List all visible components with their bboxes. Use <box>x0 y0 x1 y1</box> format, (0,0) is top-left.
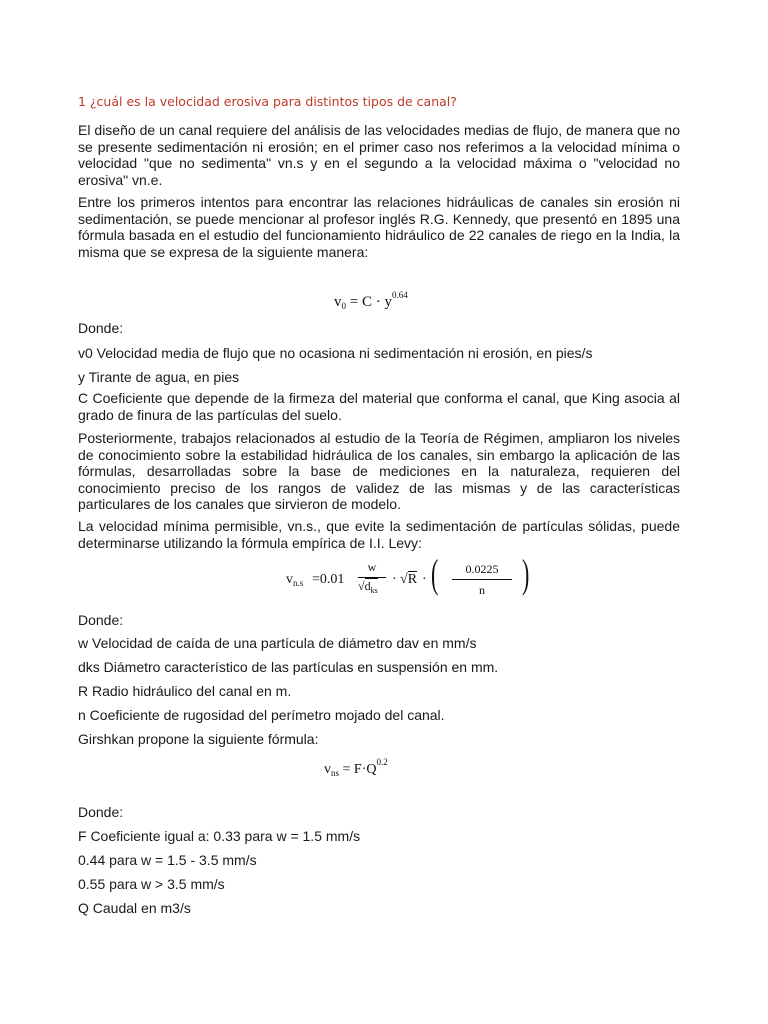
formula-symbol: v <box>324 762 331 777</box>
donde-label-1: Donde: <box>78 320 124 336</box>
paragraph-levy: La velocidad mínima permisible, vn.s., que evite la sedimentación de partículas sólidas, puede determinarse utilizando la fórmula empírica de I.I. Levy: <box>78 518 680 551</box>
formula-exponent: 0.64 <box>391 290 408 300</box>
definition-y: y Tirante de agua, en pies <box>78 369 240 385</box>
kennedy-formula <box>334 290 408 311</box>
definition-v0: v0 Velocidad media de flujo que no ocasiona ni sedimentación ni erosión, en pies/s <box>78 345 593 361</box>
formula-fraction-denominator: n <box>479 583 485 597</box>
formula-dot-2: · <box>422 572 427 587</box>
paragraph-regimen: Posteriormente, trabajos relacionados al estudio de la Teoría de Régimen, ampliaron los niveles de conocimiento sobre la estabilidad hidráulica de los canales, sin embargo la aplicación de las fórmulas, desarrolladas sobre la base de mediciones en la naturaleza, requieren del conocimiento preciso de los rangos de validez de las mismas y de las características particulares de los canales que sirvieron de modelo. <box>78 430 680 512</box>
formula-coefficient: =0.01 <box>312 572 345 587</box>
definition-n: n Coeficiente de rugosidad del perímetro mojado del canal. <box>78 707 445 723</box>
girshkan-intro: Girshkan propone la siguiente fórmula: <box>78 731 319 747</box>
donde-label-2: Donde: <box>78 612 124 628</box>
definition-w: w Velocidad de caída de una partícula de diámetro dav en mm/s <box>78 635 477 651</box>
formula-denominator: $√d_{ks}$ <box>358 579 378 595</box>
left-paren: ( <box>431 551 439 596</box>
definition-f-range-2: 0.44 para w = 1.5 - 3.5 mm/s <box>78 852 257 868</box>
definition-dks: dks Diámetro característico de las partículas en suspensión en mm. <box>78 659 499 675</box>
question-heading: 1 ¿cuál es la velocidad erosiva para distintos tipos de canal? <box>78 94 457 109</box>
formula-symbol: $v_{n.s}$ <box>286 572 304 588</box>
formula-dot: · <box>392 572 397 587</box>
formula-exponent: 0.2 <box>376 757 388 767</box>
formula-subscript: 0 <box>341 301 346 311</box>
definition-f: F Coeficiente igual a: 0.33 para w = 1.5 mm/s <box>78 828 361 844</box>
girshkan-formula <box>324 757 388 778</box>
formula-fraction-numerator: 0.0225 <box>465 562 499 576</box>
formula-subscript: ns <box>331 768 340 778</box>
formula-root: √R <box>400 572 418 587</box>
definition-f-range-3: 0.55 para w > 3.5 mm/s <box>78 876 225 892</box>
definition-q: Q Caudal en m3/s <box>78 900 191 916</box>
donde-label-3: Donde: <box>78 804 124 820</box>
levy-formula <box>286 551 530 606</box>
definition-r: R Radio hidráulico del canal en m. <box>78 683 292 699</box>
formula-rhs: = C · y <box>349 294 392 310</box>
right-paren: ) <box>522 551 530 596</box>
paragraph-kennedy: Entre los primeros intentos para encontrar las relaciones hidráulicas de canales sin erosión ni sedimentación, se puede mencionar al profesor inglés R.G. Kennedy, que presentó en 1895 una fórmula basada en el estudio del funcionamiento hidráulico de 22 canales de riego en la India, la misma que se expresa de la siguiente manera: <box>78 194 680 260</box>
fraction-bar-2 <box>452 579 512 580</box>
formula-numerator: w <box>367 560 377 574</box>
definition-c: C Coeficiente que depende de la firmeza del material que conforma el canal, que King asocia al grado de finura de las partículas del suelo. <box>78 390 680 423</box>
paragraph-intro: El diseño de un canal requiere del análisis de las velocidades medias de flujo, de manera que no se presente sedimentación ni erosión; en el primer caso nos referimos a la velocidad mínima o velocidad "que no sedimenta" vn.s y en el segundo a la velocidad máxima o "velocidad no erosiva" vn.e. <box>78 122 680 188</box>
formula-symbol: v <box>334 294 342 310</box>
formula-rhs: = F·Q <box>342 762 377 777</box>
